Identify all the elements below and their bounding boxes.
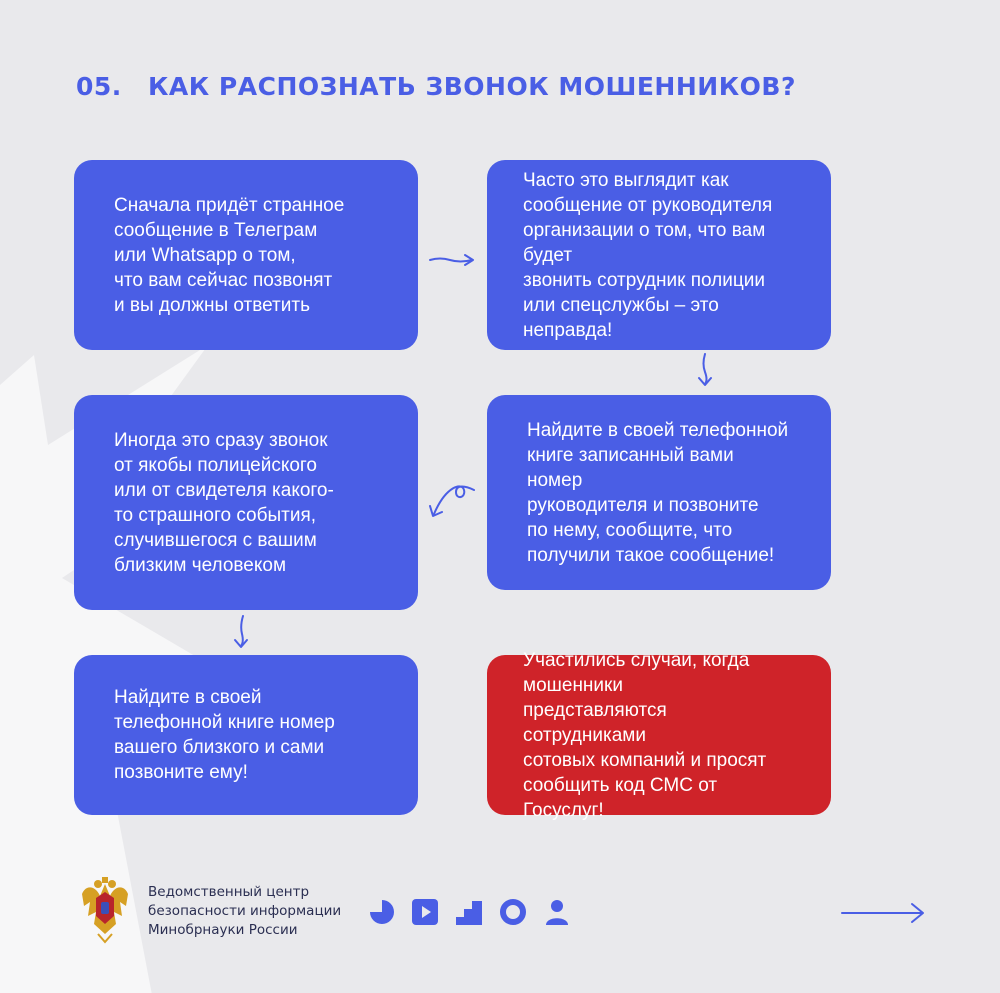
arrow-curl-left-icon <box>426 480 476 522</box>
arrow-down-icon <box>232 614 250 650</box>
warning-card-text: Участились случаи, когда мошенники представляются сотрудниками сотовых компаний и просят сообщить код СМС от Госуслуг! <box>523 649 767 821</box>
person-icon <box>546 900 568 925</box>
step-card-3-text: Найдите в своей телефонной книге записанный вами номер руководителя и позвоните по нему, сообщите, что получили такое сообщение! <box>527 419 789 566</box>
step-card-4-text: Иногда это сразу звонок от якобы полицейского или от свидетеля какого- то страшного события, случившегося с вашим близким человеком <box>114 429 334 576</box>
page-heading <box>76 72 796 101</box>
step-card-5 <box>74 655 418 815</box>
step-card-4 <box>74 395 418 610</box>
coat-of-arms-logo <box>76 876 134 944</box>
stairs-icon <box>456 901 482 925</box>
ring-icon <box>503 902 523 922</box>
step-card-5-text: Найдите в своей телефонной книге номер вашего близкого и сами позвоните ему! <box>114 687 335 783</box>
play-square-icon <box>412 899 438 925</box>
step-card-1-text: Сначала придёт странное сообщение в Телеграм или Whatsapp о том, что вам сейчас позвонят и вы должны ответить <box>114 194 345 316</box>
arrow-down-icon <box>696 352 714 388</box>
step-card-1 <box>74 160 418 350</box>
step-card-2-text: Часто это выглядит как сообщение от руководителя организации о том, что вам будет звонить сотрудник полиции или спецслужбы – это неправда! <box>523 169 773 341</box>
warning-card <box>487 649 831 821</box>
organization-name: Ведомственный центр безопасности информации Минобрнауки России <box>148 884 342 938</box>
step-card-2 <box>487 160 831 350</box>
arrow-right-icon <box>428 252 476 268</box>
brand-icons <box>368 898 578 926</box>
page-title: КАК РАСПОЗНАТЬ ЗВОНОК МОШЕННИКОВ? <box>148 72 796 101</box>
pie-icon <box>370 900 394 924</box>
section-number: 05. <box>76 72 122 101</box>
next-arrow-icon[interactable] <box>840 900 926 926</box>
step-card-3 <box>487 395 831 590</box>
